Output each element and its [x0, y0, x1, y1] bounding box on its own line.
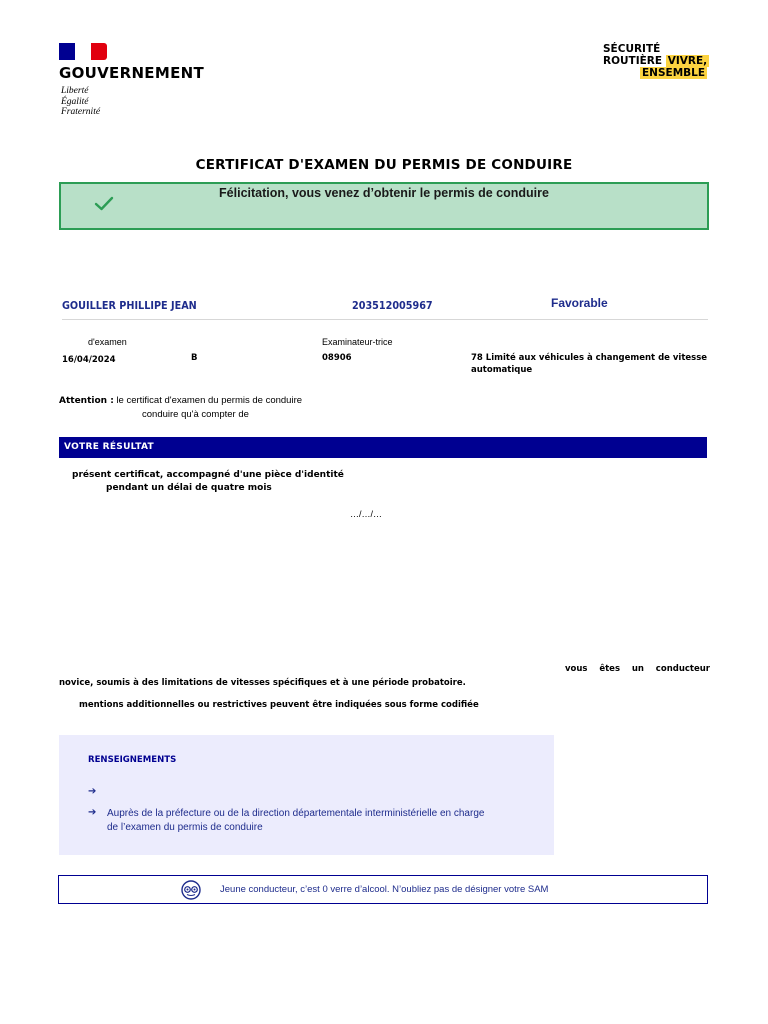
arrow-right-icon: ➔ [88, 807, 97, 818]
page-title: CERTIFICAT D'EXAMEN DU PERMIS DE CONDUIRE [195, 157, 573, 173]
sr-line-3 [603, 67, 709, 79]
attention-text-1: le certificat d'examen du permis de conduire [116, 395, 303, 406]
mentions-text: mentions additionnelles ou restrictives peuvent être indiquées sous forme codifiée [79, 700, 479, 710]
sam-eyes-icon [180, 880, 202, 900]
success-message: Félicitation, vous venez d’obtenir le permis de conduire [219, 186, 549, 200]
section-header-bar [59, 437, 707, 458]
marianne-flag-logo [59, 43, 107, 60]
candidate-number: 203512005967 [352, 300, 433, 312]
flag-white-band [75, 43, 91, 60]
examiner-number: 08906 [322, 353, 352, 363]
exam-result: Favorable [551, 296, 608, 310]
section-title: VOTRE RÉSULTAT [64, 442, 154, 452]
attention-notice [59, 395, 302, 406]
sam-message: Jeune conducteur, c’est 0 verre d’alcool. N’oubliez pas de désigner votre SAM [220, 884, 549, 895]
label-exam-date: d'examen [88, 337, 127, 347]
date-placeholder: …/…/… [350, 509, 383, 519]
novice-text-1: vous êtes un conducteur [565, 664, 710, 674]
sr-line-3-text: ENSEMBLE [642, 67, 706, 79]
info-box [59, 735, 554, 855]
gov-title: GOUVERNEMENT [59, 64, 205, 82]
info-title: RENSEIGNEMENTS [88, 755, 177, 765]
license-mention: 78 Limité aux véhicules à changement de vitesse automatique [471, 353, 708, 375]
result-text-1: présent certificat, accompagné d'une pièce d'identité [72, 470, 344, 480]
novice-text-2: novice, soumis à des limitations de vitesses spécifiques et à une période probatoire. [59, 678, 466, 688]
flag-blue-band [59, 43, 75, 60]
info-item-prefecture: Auprès de la préfecture ou de la direction départementale interministérielle en charge de l’examen du permis de conduire [107, 808, 485, 833]
exam-date: 16/04/2024 [62, 355, 116, 365]
divider [62, 319, 708, 320]
attention-label: Attention : [59, 396, 114, 406]
motto-liberte: Liberté [61, 86, 89, 96]
sr-line-2 [603, 55, 709, 67]
flag-red-band [91, 43, 107, 60]
attention-text-2: conduire qu'à compter de [142, 409, 249, 420]
motto-fraternite: Fraternité [61, 107, 101, 117]
republic-motto [61, 86, 100, 118]
sr-line-2b: VIVRE, [667, 55, 708, 67]
result-text-2: pendant un délai de quatre mois [106, 483, 272, 493]
license-category: B [191, 353, 198, 363]
motto-egalite: Égalité [61, 96, 89, 107]
securite-routiere-logo [603, 43, 709, 79]
label-examiner: Examinateur-trice [322, 337, 393, 347]
candidate-name: GOUILLER PHILLIPE JEAN [62, 300, 197, 312]
sr-line-2a: ROUTIÈRE [603, 55, 663, 67]
arrow-right-icon: ➔ [88, 786, 97, 797]
sr-line-1: SÉCURITÉ [603, 43, 661, 55]
